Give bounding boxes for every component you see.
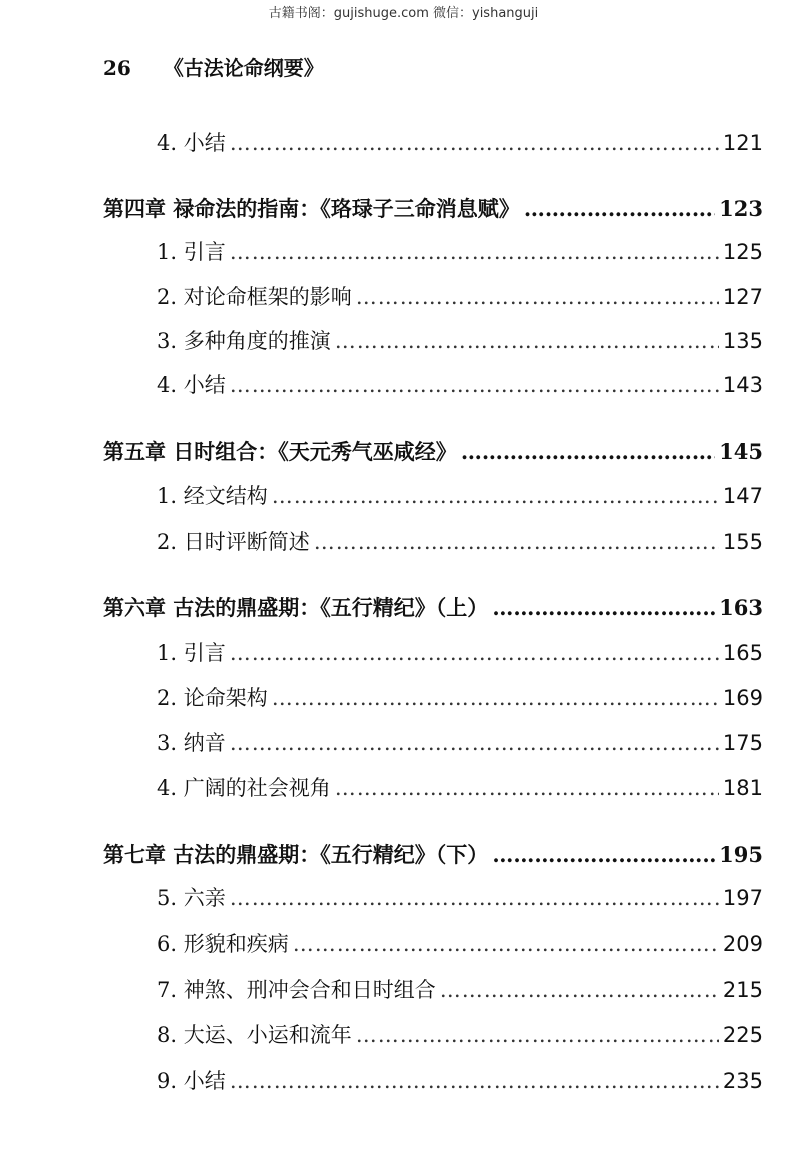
toc-entry-page: 209 <box>722 932 763 956</box>
toc-entry-page: 165 <box>722 641 763 665</box>
toc-section-entry[interactable] <box>157 974 763 1004</box>
toc-leader-dots <box>272 484 719 508</box>
toc-entry-label: 第七章 古法的鼎盛期：《五行精纪》（下） <box>103 842 489 867</box>
toc-entry-label: 6. 形貌和疾病 <box>157 932 289 956</box>
toc-section-entry[interactable] <box>157 369 763 399</box>
toc-entry-page: 197 <box>722 886 763 910</box>
toc-leader-dots <box>356 285 719 309</box>
toc-entry-page: 235 <box>722 1069 763 1093</box>
toc-section-entry[interactable] <box>157 526 763 556</box>
toc-entry-label: 4. 广阔的社会视角 <box>157 776 331 800</box>
toc-section-entry[interactable] <box>157 1019 763 1049</box>
toc-entry-label: 1. 经文结构 <box>157 484 268 508</box>
toc-leader-dots <box>492 842 715 867</box>
toc-entry-page: 155 <box>722 530 763 554</box>
toc-entry-label: 第五章 日时组合：《天元秀气巫咸经》 <box>103 439 457 464</box>
toc-chapter-entry[interactable] <box>103 592 763 622</box>
toc-entry-page: 175 <box>722 731 763 755</box>
toc-leader-dots <box>230 131 719 155</box>
toc-leader-dots <box>230 731 719 755</box>
toc-leader-dots <box>293 932 719 956</box>
toc-leader-dots <box>335 329 719 353</box>
toc-entry-page: 181 <box>722 776 763 800</box>
toc-leader-dots <box>461 439 715 464</box>
toc-chapter-entry[interactable] <box>103 193 763 223</box>
toc-entry-label: 7. 神煞、刑冲会合和日时组合 <box>157 978 436 1002</box>
toc-entry-label: 4. 小结 <box>157 131 226 155</box>
toc-chapter-entry[interactable] <box>103 839 763 869</box>
toc-section-entry[interactable] <box>157 325 763 355</box>
toc-entry-label: 5. 六亲 <box>157 886 226 910</box>
toc-section-entry[interactable] <box>157 882 763 912</box>
toc-section-entry[interactable] <box>157 480 763 510</box>
toc-leader-dots <box>230 373 719 397</box>
toc-entry-page: 195 <box>719 842 763 867</box>
toc-entry-page: 135 <box>722 329 763 353</box>
toc-leader-dots <box>356 1023 719 1047</box>
toc-section-entry[interactable] <box>157 1065 763 1095</box>
toc-section-entry[interactable] <box>157 236 763 266</box>
toc-leader-dots <box>230 886 719 910</box>
toc-entry-page: 125 <box>722 240 763 264</box>
toc-entry-label: 1. 引言 <box>157 240 226 264</box>
toc-entry-page: 169 <box>722 686 763 710</box>
toc-entry-label: 3. 纳音 <box>157 731 226 755</box>
toc-entry-label: 3. 多种角度的推演 <box>157 329 331 353</box>
toc-entry-page: 163 <box>719 595 763 620</box>
toc-chapter-entry[interactable] <box>103 436 763 466</box>
toc-entry-label: 2. 论命架构 <box>157 686 268 710</box>
toc-section-entry[interactable] <box>157 682 763 712</box>
toc-entry-label: 2. 日时评断简述 <box>157 530 310 554</box>
toc-entry-page: 127 <box>722 285 763 309</box>
toc-entry-page: 145 <box>719 439 763 464</box>
toc-section-entry[interactable] <box>157 727 763 757</box>
toc-entry-label: 第六章 古法的鼎盛期：《五行精纪》（上） <box>103 595 489 620</box>
running-head <box>103 52 324 81</box>
toc-entry-label: 1. 引言 <box>157 641 226 665</box>
toc-section-entry[interactable] <box>157 127 763 157</box>
book-title: 《古法论命纲要》 <box>163 56 324 80</box>
toc-entry-page: 225 <box>722 1023 763 1047</box>
toc-section-entry[interactable] <box>157 928 763 958</box>
toc-leader-dots <box>230 1069 719 1093</box>
toc-entry-page: 143 <box>722 373 763 397</box>
toc-leader-dots <box>335 776 719 800</box>
toc-entry-label: 第四章 禄命法的指南：《珞琭子三命消息赋》 <box>103 196 520 221</box>
toc-leader-dots <box>524 196 715 221</box>
toc-leader-dots <box>272 686 719 710</box>
toc-section-entry[interactable] <box>157 772 763 802</box>
toc-section-entry[interactable] <box>157 281 763 311</box>
toc-entry-label: 9. 小结 <box>157 1069 226 1093</box>
toc-section-entry[interactable] <box>157 637 763 667</box>
toc-entry-page: 123 <box>719 196 763 221</box>
toc-leader-dots <box>314 530 719 554</box>
toc-entry-label: 4. 小结 <box>157 373 226 397</box>
toc-leader-dots <box>440 978 719 1002</box>
watermark-text: 古籍书阁：gujishuge.com 微信：yishanguji <box>268 6 539 21</box>
page-number: 26 <box>103 56 131 80</box>
toc-leader-dots <box>492 595 715 620</box>
toc-entry-page: 215 <box>722 978 763 1002</box>
toc-entry-label: 8. 大运、小运和流年 <box>157 1023 352 1047</box>
toc-entry-label: 2. 对论命框架的影响 <box>157 285 352 309</box>
toc-leader-dots <box>230 240 719 264</box>
toc-entry-page: 147 <box>722 484 763 508</box>
toc-leader-dots <box>230 641 719 665</box>
toc-entry-page: 121 <box>722 131 763 155</box>
